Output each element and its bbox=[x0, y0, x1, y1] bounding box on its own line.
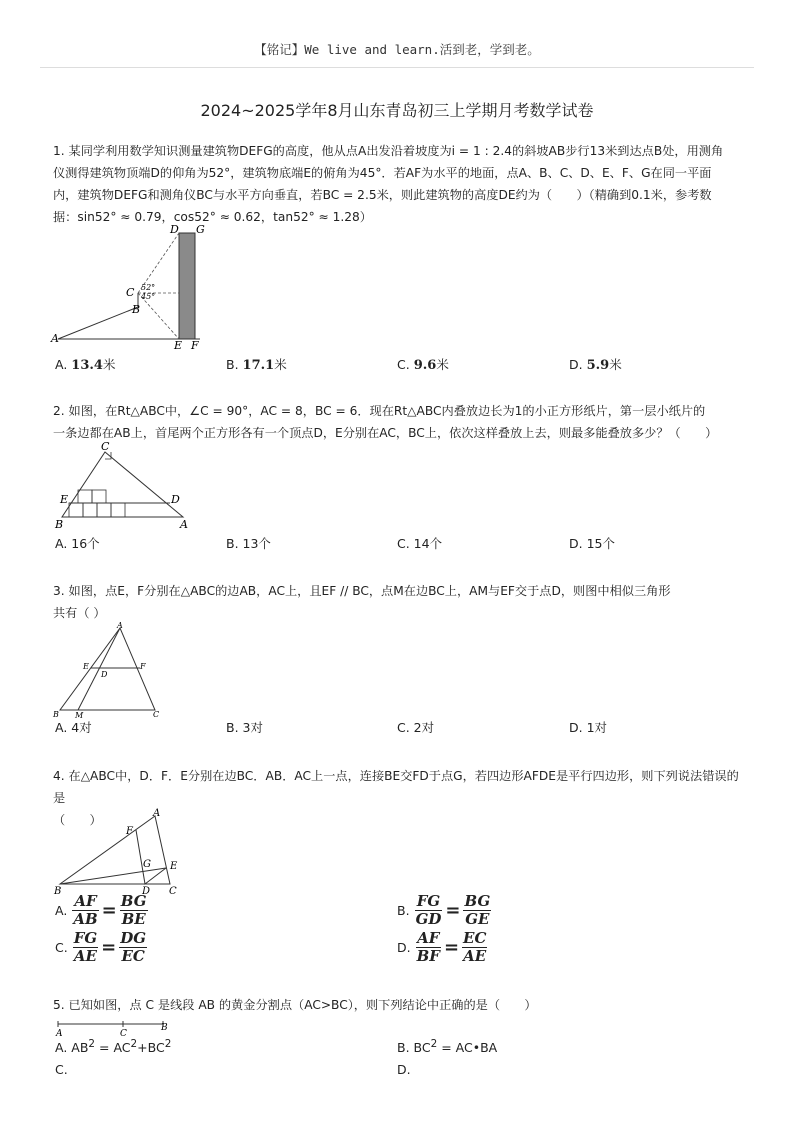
question-2-line: 一条边都在AB上，首尾两个正方形各有一个顶点D，E分别在AC，BC上，依次这样叠放上去，则最多能叠放多少？（ ） bbox=[53, 426, 718, 440]
label-A: A bbox=[153, 808, 161, 819]
q1-option-d[interactable]: D. 5.9米 bbox=[569, 357, 622, 373]
label-E: E bbox=[83, 662, 89, 671]
label-D: D bbox=[142, 886, 151, 897]
label-B: B bbox=[132, 303, 141, 316]
q4-option-c[interactable]: C. $\frac{FG}{AE}$ = $\frac{DG}{EC}$ bbox=[55, 929, 147, 965]
q3-option-a[interactable]: A. 4对 bbox=[55, 720, 92, 735]
q3-option-d[interactable]: D. 1对 bbox=[569, 720, 608, 735]
question-4-line: 4. 在△ABC中，D．F．E分别在边BC．AB．AC上一点，连接BE交FD于点G，若四边形AFDE是平行四边形，则下列说法错误的是 bbox=[53, 769, 739, 805]
fraction: $\frac{AF}{AB}$ bbox=[73, 892, 98, 928]
label-A: A bbox=[117, 621, 123, 630]
triangle-abc bbox=[60, 816, 170, 884]
fraction: $\frac{BG}{BE}$ bbox=[120, 892, 147, 928]
label-B: B bbox=[55, 518, 64, 531]
label-E: E bbox=[170, 861, 178, 872]
question-4-figure bbox=[50, 806, 190, 898]
question-2-text bbox=[53, 400, 743, 444]
fraction: $\frac{AF}{BF}$ bbox=[416, 929, 440, 965]
q5-option-a[interactable]: A. $AB^2 = AC^2+BC^2$ bbox=[55, 1038, 172, 1056]
question-2-line: 2. 如图，在Rt△ABC中，∠C = 90°，AC = 8，BC = 6．现在Rt△ABC内叠放边长为1的小正方形纸片，第一层小纸片的 bbox=[53, 404, 706, 418]
angle-52: 52° bbox=[141, 283, 156, 292]
fraction: $\frac{FG}{GD}$ bbox=[415, 892, 442, 928]
question-1-line: 1. 某同学利用数学知识测量建筑物DEFG的高度，他从点A出发沿着坡度为i = 1 : 2.4的斜坡AB步行13米到达点B处，用测角 bbox=[53, 144, 724, 158]
slope-line bbox=[58, 307, 138, 339]
triangle-abc bbox=[62, 452, 183, 517]
q2-option-b[interactable]: B. 13个 bbox=[226, 536, 271, 551]
label-B: B bbox=[54, 886, 62, 897]
header-divider bbox=[40, 67, 754, 68]
fraction: $\frac{BG}{GE}$ bbox=[464, 892, 491, 928]
question-5-figure bbox=[50, 1016, 175, 1038]
angle-45: 45° bbox=[141, 292, 156, 301]
fraction: $\frac{FG}{AE}$ bbox=[73, 929, 98, 965]
label-E: E bbox=[60, 493, 69, 506]
label-D: D bbox=[171, 493, 180, 506]
q1-option-c[interactable]: C. 9.6米 bbox=[397, 357, 449, 373]
question-4-line: （ ） bbox=[53, 813, 102, 827]
page-header: 【铭记】We live and learn.活到老，学到老。 bbox=[254, 42, 540, 57]
label-A: A bbox=[180, 518, 188, 531]
square bbox=[69, 503, 83, 517]
q2-option-c[interactable]: C. 14个 bbox=[397, 536, 443, 551]
fraction: $\frac{DG}{EC}$ bbox=[120, 929, 147, 965]
label-B: B bbox=[161, 1023, 168, 1033]
square bbox=[111, 503, 125, 517]
question-1-line: 仪测得建筑物顶端D的仰角为52°，建筑物底端E的俯角为45°．若AF为水平的地面，点A、B、C、D、E、F、G在同一平面 bbox=[53, 166, 712, 180]
label-F: F bbox=[191, 339, 199, 352]
q5-option-d[interactable]: D. bbox=[397, 1062, 411, 1077]
label-E: E bbox=[174, 339, 183, 352]
q1-option-b[interactable]: B. 17.1米 bbox=[226, 357, 287, 373]
label-F: F bbox=[126, 826, 133, 837]
square bbox=[83, 503, 97, 517]
q4-option-a[interactable]: A. $\frac{AF}{AB}$ = $\frac{BG}{BE}$ bbox=[55, 892, 147, 928]
question-1-figure bbox=[50, 222, 220, 354]
label-A: A bbox=[56, 1029, 63, 1038]
q5-option-b[interactable]: B. $BC^2$ = AC•BA bbox=[397, 1038, 498, 1056]
question-3-figure bbox=[50, 620, 165, 720]
q4-option-d[interactable]: D. $\frac{AF}{BF}$ = $\frac{EC}{AE}$ bbox=[397, 929, 487, 965]
label-M: M bbox=[75, 711, 84, 720]
q2-option-a[interactable]: A. 16个 bbox=[55, 536, 100, 551]
question-1-line: 内，建筑物DEFG和测角仪BC与水平方向垂直，若BC = 2.5米，则此建筑物的高度DE约为（ ）（精确到0.1米，参考数 bbox=[53, 188, 712, 202]
label-C: C bbox=[169, 886, 177, 897]
label-C: C bbox=[153, 710, 160, 719]
label-G: G bbox=[143, 859, 151, 870]
q1-option-a[interactable]: A. 13.4米 bbox=[55, 357, 116, 373]
label-A: A bbox=[51, 332, 59, 345]
question-2-figure bbox=[50, 440, 195, 532]
q4-option-b[interactable]: B. $\frac{FG}{GD}$ = $\frac{BG}{GE}$ bbox=[397, 892, 491, 928]
q2-option-d[interactable]: D. 15个 bbox=[569, 536, 615, 551]
building-rect bbox=[179, 233, 195, 339]
page-title: 2024~2025学年8月山东青岛初三上学期月考数学试卷 bbox=[200, 101, 594, 120]
q5-option-c[interactable]: C. bbox=[55, 1062, 68, 1077]
question-3-line: 3. 如图，点E，F分别在△ABC的边AB，AC上，且EF // BC，点M在边BC上，AM与EF交于点D，则图中相似三角形 bbox=[53, 584, 671, 598]
question-1-line: 据：sin52° ≈ 0.79，cos52° ≈ 0.62，tan52° ≈ 1.28） bbox=[53, 210, 372, 224]
question-5-text: 5. 已知如图，点 C 是线段 AB 的黄金分割点（AC>BC），则下列结论中正确的是（ ） bbox=[53, 998, 537, 1012]
label-B: B bbox=[53, 710, 59, 719]
parallelogram-sides bbox=[136, 830, 166, 884]
label-G: G bbox=[196, 223, 205, 236]
square bbox=[92, 490, 106, 503]
label-C: C bbox=[101, 440, 110, 453]
segment-be bbox=[60, 868, 166, 884]
label-C: C bbox=[126, 286, 135, 299]
question-3-text bbox=[53, 580, 743, 624]
label-F: F bbox=[140, 662, 146, 671]
label-D: D bbox=[170, 223, 179, 236]
question-3-line: 共有（ ） bbox=[53, 606, 106, 620]
q3-option-b[interactable]: B. 3对 bbox=[226, 720, 263, 735]
label-C: C bbox=[120, 1029, 127, 1038]
label-D: D bbox=[101, 670, 108, 679]
square bbox=[97, 503, 111, 517]
question-1-text bbox=[53, 140, 743, 228]
square bbox=[78, 490, 92, 503]
fraction: $\frac{EC}{AE}$ bbox=[463, 929, 487, 965]
q3-option-c[interactable]: C. 2对 bbox=[397, 720, 435, 735]
